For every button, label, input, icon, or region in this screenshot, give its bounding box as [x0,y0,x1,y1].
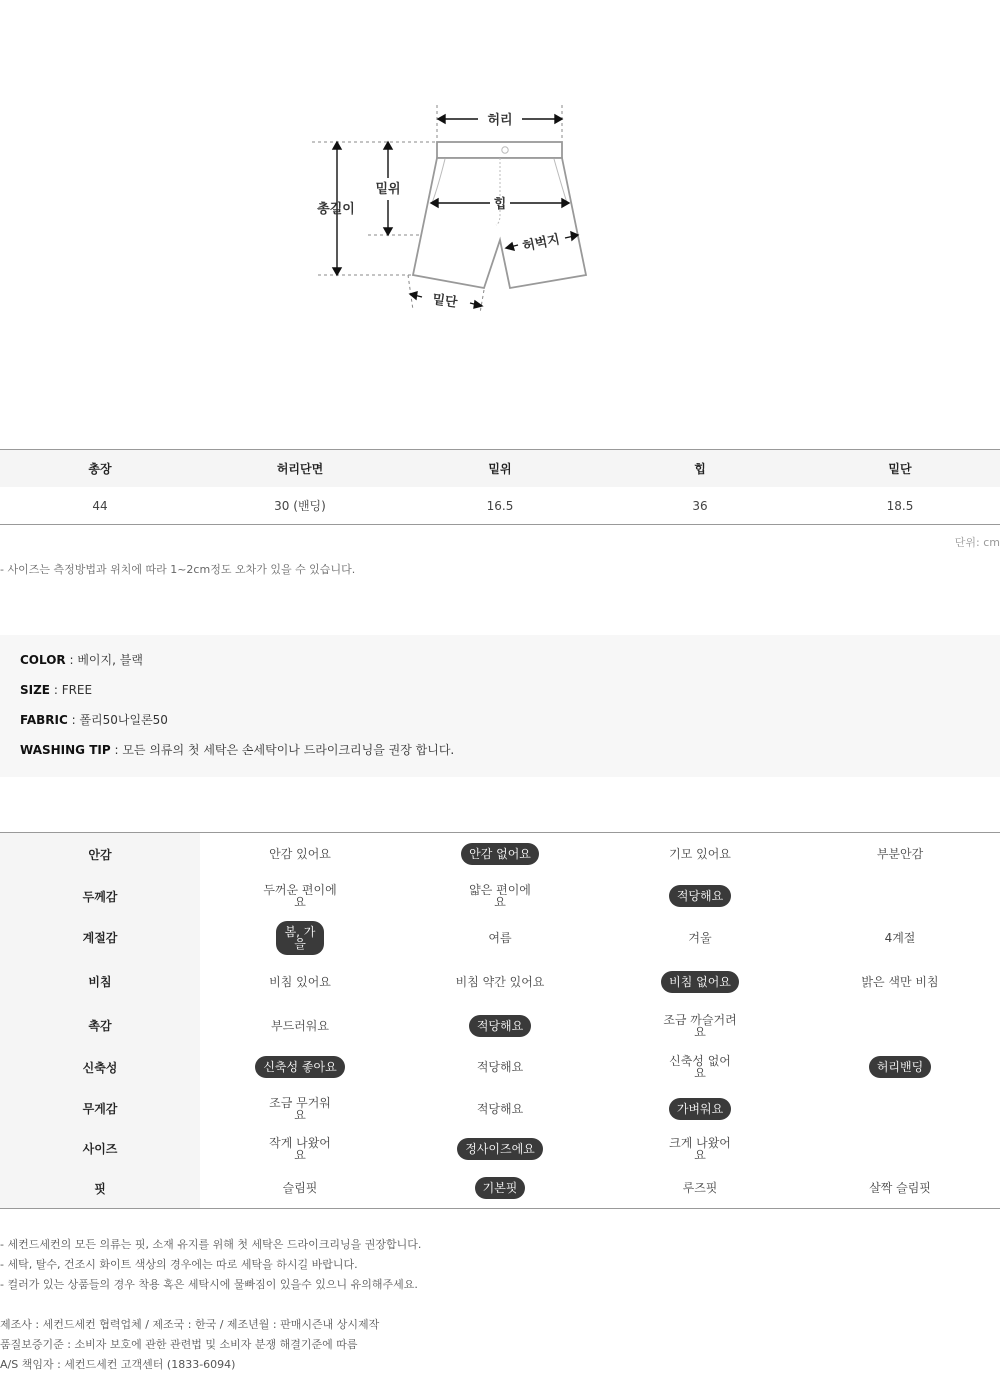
fabric-row-label: 두께감 [0,875,200,917]
info-size-key: SIZE [20,683,51,697]
fabric-row-season [0,917,1000,958]
rise-label: 밑위 [375,182,401,197]
info-washing-value: : 모든 의류의 첫 세탁은 손세탁이나 드라이크리닝을 권장 합니다. [110,743,455,757]
info-color-key: COLOR [20,653,66,667]
fabric-table [0,832,1000,1209]
size-table-header [0,450,1000,487]
fabric-row-label: 핏 [0,1168,200,1208]
info-size [20,682,980,712]
fabric-option: 얇은 편이에요 [469,883,531,909]
fabric-row-fit [0,1168,1000,1208]
fabric-option: 여름 [488,930,512,945]
legal-note: 제조사 : 세컨드세컨 협력업체 / 제조국 : 한국 / 제조년월 : 판매시즌내 상시제작 [0,1318,380,1331]
thigh-label: 허벅지 [521,232,562,255]
fabric-option-selected: 비침 없어요 [661,971,739,993]
fabric-row-sheerness [0,958,1000,1005]
fabric-option: 루즈핏 [682,1181,718,1195]
hip-label: 힙 [493,197,507,212]
fabric-row-label: 촉감 [0,1005,200,1046]
size-diagram [300,95,600,325]
fabric-option: 4계절 [884,930,916,945]
fabric-option: 두꺼운 편이에요 [263,883,337,909]
fabric-option-selected: 적당해요 [669,885,731,907]
fabric-row-size [0,1129,1000,1168]
info-washing-tip [20,742,980,772]
fabric-option: 슬림핏 [282,1181,318,1195]
fabric-option-selected: 신축성 좋아요 [255,1056,344,1078]
size-value-waist: 30 (밴딩) [274,499,326,513]
fabric-option-selected: 봄, 가을 [276,921,324,955]
info-fabric-value: : 폴리50나일론50 [67,713,168,727]
size-header-waist: 허리단면 [276,462,324,476]
fabric-option: 적당해요 [476,1060,524,1074]
fabric-option: 신축성 없어요 [669,1054,731,1080]
info-size-value: : FREE [50,683,93,697]
unit-label: 단위: cm [954,536,1000,549]
total-length-label: 총길이 [317,202,355,217]
waist-label: 허리 [487,113,513,128]
fabric-row-weight [0,1088,1000,1129]
size-value-hip: 36 [692,498,708,513]
fabric-option: 밝은 색만 비침 [861,974,939,989]
fabric-option: 기모 있어요 [669,847,731,861]
fabric-option: 비침 약간 있어요 [455,974,545,989]
fabric-row-label: 계절감 [0,917,200,958]
fabric-option-selected: 가벼워요 [669,1098,731,1120]
fabric-option: 부드러워요 [271,1018,329,1033]
size-value-total-length: 44 [92,498,108,513]
fabric-option: 비침 있어요 [269,974,331,989]
size-value-hem: 18.5 [886,498,914,513]
fabric-option-selected: 적당해요 [469,1015,531,1037]
info-washing-key: WASHING TIP [20,743,111,757]
care-note: - 컬러가 있는 상품들의 경우 착용 혹은 세탁시에 물빠짐이 있을수 있으니 유의해주세요. [0,1278,418,1291]
fabric-option: 조금 무거워요 [269,1095,331,1122]
hem-label: 밑단 [431,292,459,311]
size-table-row [0,487,1000,524]
fabric-option: 안감 있어요 [269,847,331,861]
fabric-option: 조금 까슬거려요 [663,1012,737,1039]
info-fabric-key: FABRIC [20,713,68,727]
fabric-row-stretch [0,1046,1000,1088]
fabric-option-selected: 허리밴딩 [869,1056,931,1078]
fabric-row-label: 무게감 [0,1088,200,1129]
size-header-total-length: 총장 [88,462,112,476]
fabric-row-touch [0,1005,1000,1046]
info-color [20,652,980,682]
fabric-option: 적당해요 [476,1101,524,1116]
shorts-diagram-svg [300,95,600,325]
fabric-option: 크게 나왔어요 [669,1135,731,1162]
legal-note: 품질보증기준 : 소비자 보호에 관한 관련법 및 소비자 분쟁 해결기준에 따름 [0,1338,358,1351]
fabric-option: 살짝 슬림핏 [869,1181,931,1195]
fabric-option-selected: 안감 없어요 [461,843,539,865]
care-note: - 세컨드세컨의 모든 의류는 핏, 소재 유지를 위해 첫 세탁은 드라이크리닝을 권장합니다. [0,1238,422,1251]
fabric-row-label: 신축성 [0,1046,200,1088]
legal-note: A/S 책임자 : 세컨드세컨 고객센터 (1833-6094) [0,1358,236,1371]
fabric-option: 부분안감 [876,847,924,861]
notes-section [0,1235,421,1375]
size-table [0,449,1000,525]
fabric-row-thickness [0,875,1000,917]
fabric-option: 겨울 [688,930,712,945]
size-note: - 사이즈는 측정방법과 위치에 따라 1~2cm정도 오차가 있을 수 있습니다. [0,563,356,576]
fabric-option: 작게 나왔어요 [269,1135,331,1162]
size-header-hip: 힙 [694,462,706,476]
fabric-row-label: 사이즈 [0,1129,200,1168]
fabric-row-lining [0,833,1000,875]
size-header-rise: 밑위 [488,462,512,476]
size-header-hem: 밑단 [888,462,912,476]
fabric-option-selected: 정사이즈에요 [457,1138,543,1160]
info-fabric [20,712,980,742]
fabric-option-selected: 기본핏 [475,1177,526,1199]
fabric-row-label: 비침 [0,958,200,1005]
info-color-value: : 베이지, 블랙 [65,653,143,667]
product-info-box [0,635,1000,777]
size-value-rise: 16.5 [486,498,514,513]
fabric-row-label: 안감 [0,833,200,875]
care-note: - 세탁, 탈수, 건조시 화이트 색상의 경우에는 따로 세탁을 하시길 바랍니다. [0,1258,358,1271]
